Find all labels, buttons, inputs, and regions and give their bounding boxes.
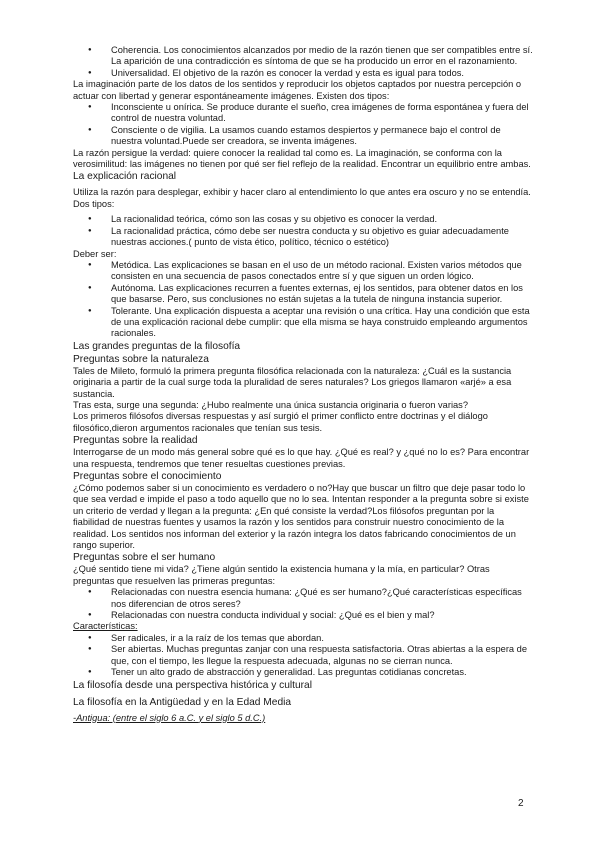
paragraph: Los primeros filósofos diversas respuestas y así surgió el primer conflicto entre doctrinas y el diálogo filosófico,dieron argumentos racionales que tenían sus tesis. <box>73 411 488 433</box>
section-heading: La explicación racional <box>73 171 177 183</box>
list-item: ● Universalidad. El objetivo de la razón es conocer la verdad y esta es igual para todos. <box>73 68 533 79</box>
section-heading: Preguntas sobre la naturaleza <box>73 353 209 365</box>
bullet-list <box>73 45 533 79</box>
bullet-list <box>73 214 533 248</box>
list-item: ● Autónoma. Las explicaciones recurren a fuentes externas, ej los sentidos, para obtener datos en los que basarse. Pero, sus conclusiones no están sujetas a la tutela de ninguna instancia superior. <box>73 283 533 306</box>
paragraph: Interrogarse de un modo más general sobre qué es lo que hay. ¿Qué es real? y ¿qué no lo es? Para encontrar una respuesta, tendremos que tener resueltas cuestiones previas. <box>73 447 530 469</box>
bullet-list <box>73 260 533 340</box>
bullet-list <box>73 633 533 679</box>
paragraph: La imaginación parte de los datos de los sentidos y reproducir los objetos captados por nuestra percepción o actuar con libertad y generar espontáneamente imágenes. Existen dos tipos: <box>73 79 522 101</box>
bullet-list <box>73 587 533 621</box>
list-item: ● La racionalidad práctica, cómo debe ser nuestra conducta y su objetivo es guiar adecuadamente nuestras acciones.( punto de vista ético, político, técnico o estético) <box>73 226 533 249</box>
list-item: ● Tener un alto grado de abstracción y generalidad. Las preguntas cotidianas concretas. <box>73 667 533 678</box>
subheading: -Antigua: (entre el siglo 6 a.C. y el siglo 5 d.C.) <box>73 712 266 723</box>
list-item: ● Ser abiertas. Muchas preguntas zanjar con una respuesta satisfactoria. Otras abiertas a la espera de que, con el tiempo, les llegue la respuesta adecuada, algunas no se cierran nunca. <box>73 644 533 667</box>
section-heading: La filosofía en la Antigüedad y en la Edad Media <box>73 696 292 708</box>
paragraph: Tales de Mileto, formuló la primera pregunta filosófica relacionada con la naturaleza: ¿Cuál es la sustancia originaria a partir de la cual surge toda la pluralidad de seres naturales? Los griegos llamaron «arjé» a esa sustancia. <box>73 365 512 399</box>
paragraph: Utiliza la razón para desplegar, exhibir y hacer claro al entendimiento lo que antes era oscuro y no se entendía. Dos tipos: <box>73 187 531 209</box>
paragraph: Tras esta, surge una segunda: ¿Hubo realmente una única sustancia originaria o fueron varias? <box>73 399 469 410</box>
list-item: ● Ser radicales, ir a la raíz de los temas que abordan. <box>73 633 533 644</box>
list-item: ● La racionalidad teórica, cómo son las cosas y su objetivo es conocer la verdad. <box>73 214 533 225</box>
section-heading: Preguntas sobre el conocimiento <box>73 471 222 482</box>
list-item: ● Consciente o de vigilia. La usamos cuando estamos despiertos y permanece bajo el control de nuestra voluntad.Puede ser creadora, se inventa imágenes. <box>73 125 533 148</box>
paragraph: La razón persigue la verdad: quiere conocer la realidad tal como es. La imaginación, se conforma con la verosimilitud: las imágenes no tienen por qué ser fiel reflejo de la realidad. Encontrar un equilibrio entre ambas. <box>73 147 531 170</box>
list-item: ● Tolerante. Una explicación dispuesta a aceptar una revisión o una crítica. Hay una condición que esta de una explicación racional debe cumplir: que ella misma se haya construido empleando argumentos racionales. <box>73 306 533 340</box>
list-item: ● Relacionadas con nuestra conducta individual y social: ¿Qué es el bien y mal? <box>73 610 533 621</box>
subheading: Características: <box>73 621 138 632</box>
section-heading: La filosofía desde una perspectiva histórica y cultural <box>73 679 312 691</box>
list-item: ● Coherencia. Los conocimientos alcanzados por medio de la razón tienen que ser compatibles entre sí. La aparición de una contradicción es síntoma de que se ha producido un error en el razonamiento. <box>73 45 533 68</box>
paragraph: Deber ser: <box>73 248 117 259</box>
section-heading: Las grandes preguntas de la filosofía <box>73 340 241 352</box>
paragraph: ¿Cómo podemos saber si un conocimiento es verdadero o no?Hay que buscar un filtro que deje pasar todo lo que sea verdad e impide el paso a todo aquello que no lo sea. Intentan responder a la pregunta sobre si existe un criterio de verdad y llegan a la pregunta: ¿En qué consiste la verdad?Los filósofos preguntan por la fiabilidad de nuestras fuentes y usamos la razón y los sentidos para construir nuestro conocimiento de la realidad. Los sentidos nos informan del exterior y la razón integra los datos fabricando conocimientos de un rango superior. <box>73 483 529 551</box>
bullet-list <box>73 102 533 148</box>
list-item: ● Metódica. Las explicaciones se basan en el uso de un método racional. Existen varios métodos que consisten en una secuencia de pasos conectados entre sí y que siguen un orden lógico. <box>73 260 533 283</box>
paragraph: ¿Qué sentido tiene mi vida? ¿Tiene algún sentido la existencia humana y la mía, en particular? Otras preguntas que resuelven las primeras preguntas: <box>73 564 490 586</box>
document-page <box>73 45 533 724</box>
list-item: ● Relacionadas con nuestra esencia humana: ¿Qué es ser humano?¿Qué características específicas nos diferencian de otros seres? <box>73 587 533 610</box>
section-heading: Preguntas sobre la realidad <box>73 435 198 447</box>
section-heading: Preguntas sobre el ser humano <box>73 552 216 564</box>
list-item: ● Inconsciente u onírica. Se produce durante el sueño, crea imágenes de forma espontánea y fuera del control de nuestra voluntad. <box>73 102 533 125</box>
page-number: 2 <box>518 798 524 809</box>
